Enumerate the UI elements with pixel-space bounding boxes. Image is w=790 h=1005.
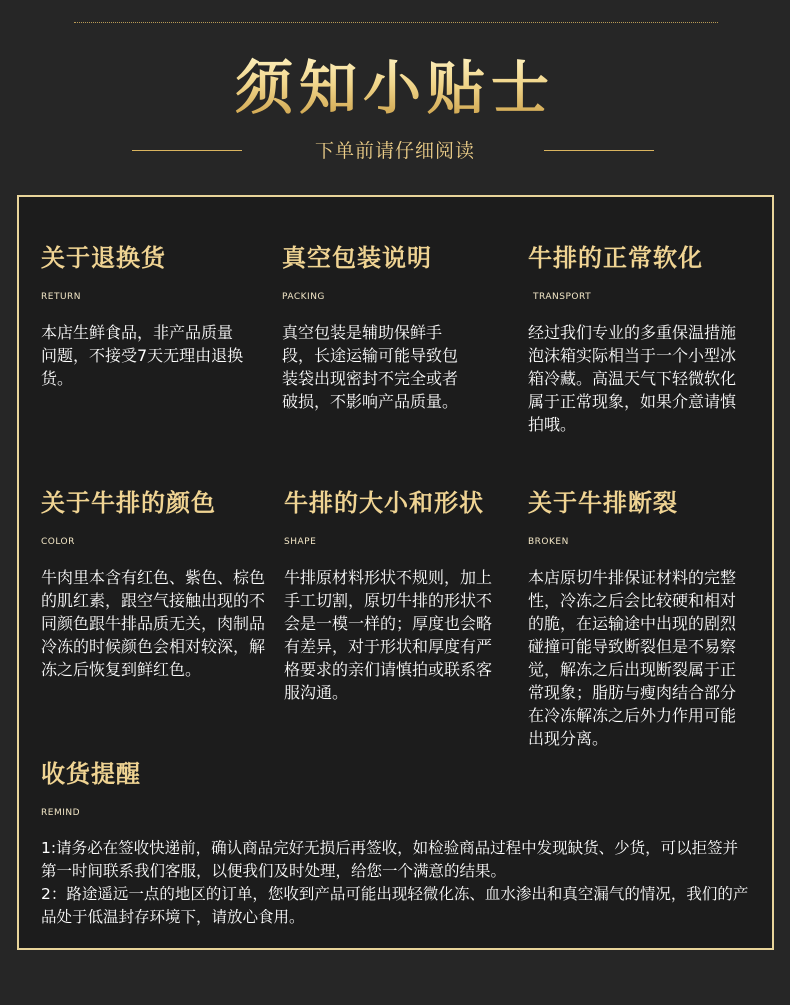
subtitle-right-rule [544,150,654,151]
section-title: 真空包装说明 [282,244,432,272]
top-dotted-divider [74,22,718,23]
remind-item-2: 2：路途遥远一点的地区的订单，您收到产品可能出现轻微化冻、血水渗出和真空漏气的情况，我们的产品处于低温封存环境下，请放心食用。 [41,885,749,926]
section-body: 本店生鲜食品，非产品质量问题，不接受7天无理由退换货。 [41,323,244,388]
section-english-label: BROKEN [528,537,569,547]
section-english-label: SHAPE [284,537,317,547]
section-packing [282,243,462,413]
section-title: 牛排的大小和形状 [284,489,484,517]
section-english-label: RETURN [41,292,82,302]
page-title: 须知小贴士 [0,52,790,124]
section-body: 牛肉里本含有红色、紫色、棕色的肌红素，跟空气接触出现的不同颜色跟牛排品质无关，肉制品冷冻的时候颜色会相对较深，解冻之后恢复到鲜红色。 [41,568,266,679]
section-return [41,243,247,390]
section-remind [41,759,753,929]
section-body: 经过我们专业的多重保温措施泡沫箱实际相当于一个小型冰箱冷藏。高温天气下轻微软化属于正常现象，如果介意请慎拍哦。 [528,323,737,434]
section-title: 牛排的正常软化 [528,244,703,272]
section-title: 关于牛排断裂 [528,489,678,517]
section-title: 收货提醒 [41,760,141,788]
section-english-label: COLOR [41,537,75,547]
section-title: 关于退换货 [41,244,166,272]
section-broken [528,488,744,750]
section-transport [528,243,744,436]
page-subtitle: 下单前请仔细阅读 [314,140,475,162]
remind-item-1: 1:请务必在签收快递前，确认商品完好无损后再签收，如检验商品过程中发现缺货、少货，可以拒签并第一时间联系我们客服，以便我们及时处理，给您一个满意的结果。 [41,839,739,880]
subtitle-row [0,136,790,166]
section-body: 牛排原材料形状不规则，加上手工切割，原切牛排的形状不会是一模一样的；厚度也会略有差异，对于形状和厚度有严格要求的亲们请慎拍或联系客服沟通。 [284,568,493,702]
section-english-label: PACKING [282,292,325,302]
notice-panel [17,195,774,950]
section-body: 本店原切牛排保证材料的完整性，冷冻之后会比较硬和相对的脆，在运输途中出现的剧烈碰撞可能导致断裂但是不易察觉，解冻之后出现断裂属于正常现象；脂肪与瘦肉结合部分在冷冻解冻之后外力作用可能出现分离。 [528,568,737,748]
section-english-label: TRANSPORT [533,292,592,302]
section-color [41,488,267,681]
section-shape [284,488,496,704]
section-title: 关于牛排的颜色 [41,489,216,517]
section-body: 真空包装是辅助保鲜手段，长途运输可能导致包装袋出现密封不完全或者破损，不影响产品质量。 [282,323,459,411]
section-english-label: REMIND [41,808,81,818]
